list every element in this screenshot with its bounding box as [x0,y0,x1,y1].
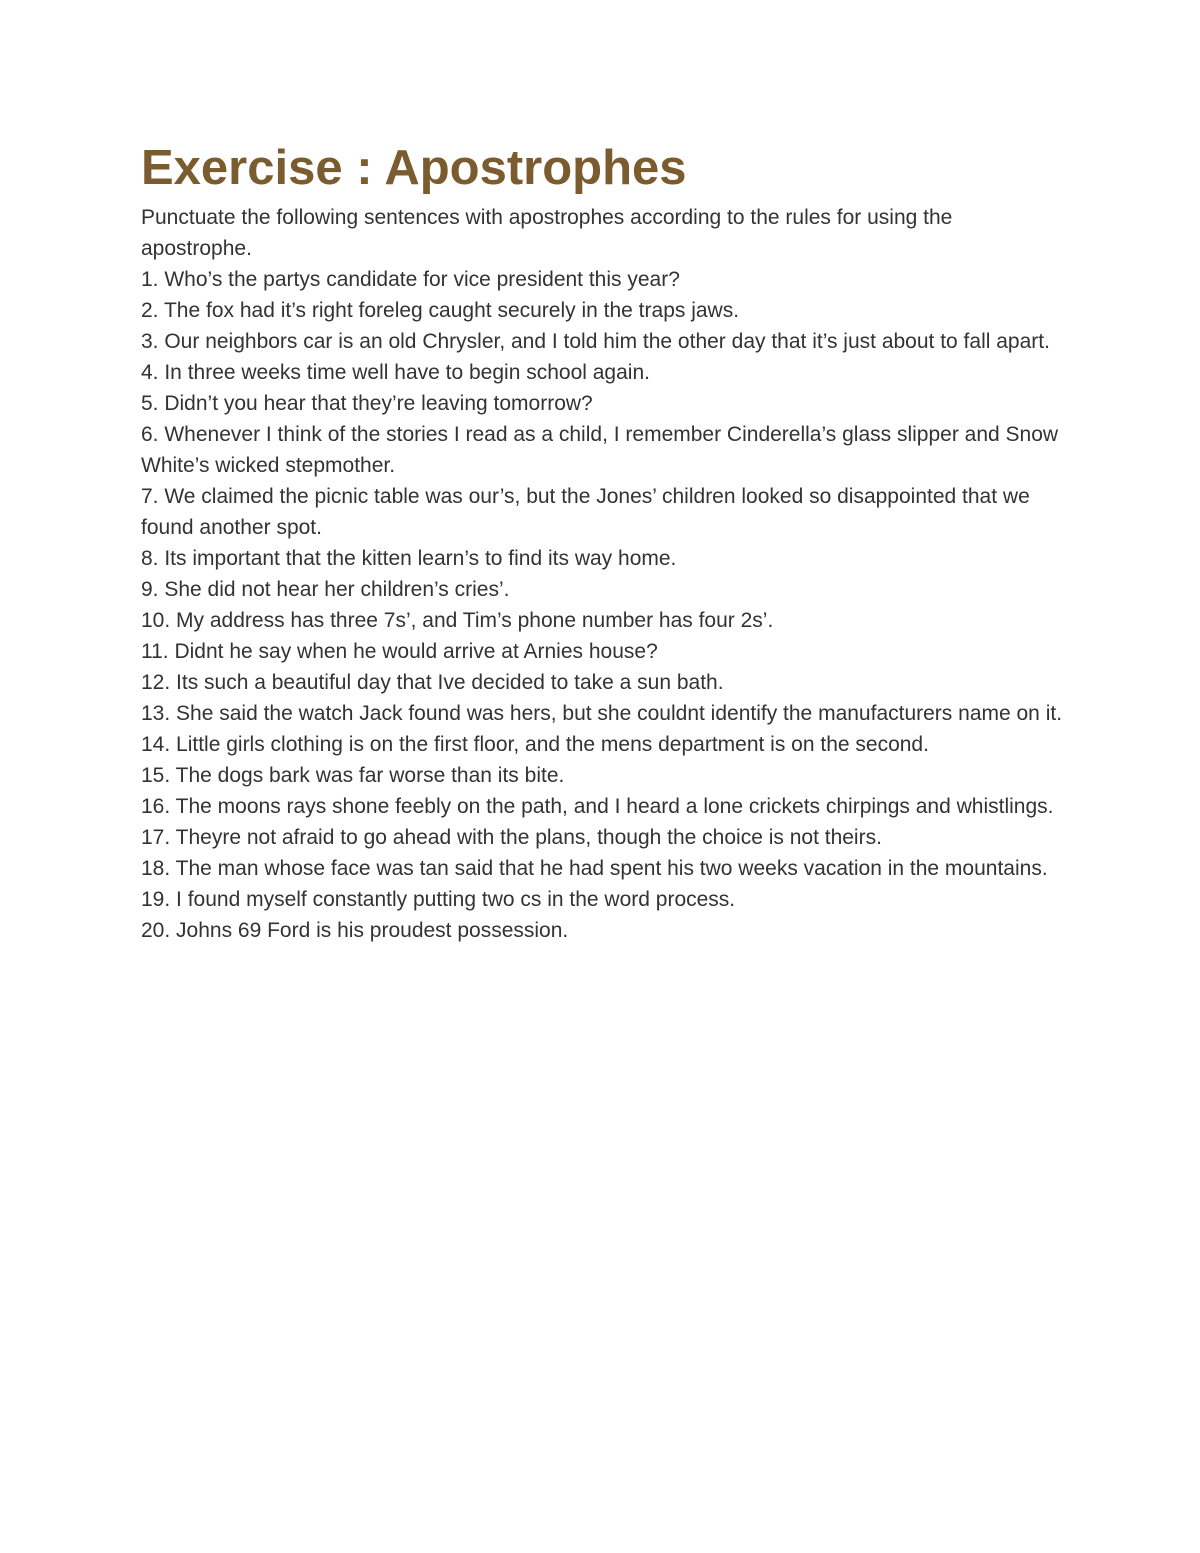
document-body [141,202,1066,946]
exercise-item: 20. Johns 69 Ford is his proudest possession. [141,919,569,942]
exercise-item: 5. Didn’t you hear that they’re leaving tomorrow? [141,392,593,415]
exercise-item: 14. Little girls clothing is on the first floor, and the mens department is on the second. [141,733,929,756]
exercise-item: 16. The moons rays shone feebly on the path, and I heard a lone crickets chirpings and whistlings. [141,795,1054,818]
exercise-item: 13. She said the watch Jack found was hers, but she couldnt identify the manufacturers name on it. [141,702,1063,725]
exercise-item: 1. Who’s the partys candidate for vice president this year? [141,268,680,291]
document-page [141,138,1066,946]
exercise-item: 7. We claimed the picnic table was our’s, but the Jones’ children looked so disappointed that we found another spot. [141,485,1030,539]
exercise-item: 4. In three weeks time well have to begin school again. [141,361,650,384]
exercise-item: 12. Its such a beautiful day that Ive decided to take a sun bath. [141,671,724,694]
page-title: Exercise : Apostrophes [141,141,687,195]
exercise-item: 3. Our neighbors car is an old Chrysler, and I told him the other day that it’s just about to fall apart. [141,330,1050,353]
exercise-item: 6. Whenever I think of the stories I read as a child, I remember Cinderella’s glass slipper and Snow White’s wicked stepmother. [141,423,1059,477]
exercise-item: 19. I found myself constantly putting two cs in the word process. [141,888,736,911]
exercise-item: 8. Its important that the kitten learn’s to find its way home. [141,547,677,570]
exercise-item: 10. My address has three 7s’, and Tim’s phone number has four 2s’. [141,609,774,632]
exercise-item: 18. The man whose face was tan said that he had spent his two weeks vacation in the mountains. [141,857,1048,880]
exercise-item: 2. The fox had it’s right foreleg caught securely in the traps jaws. [141,299,740,322]
exercise-item: 9. She did not hear her children’s cries’. [141,578,510,601]
exercise-item: 11. Didnt he say when he would arrive at Arnies house? [141,640,658,663]
exercise-list [141,264,1066,946]
instructions-text: Punctuate the following sentences with apostrophes according to the rules for using the apostrophe. [141,206,953,260]
exercise-item: 17. Theyre not afraid to go ahead with the plans, though the choice is not theirs. [141,826,882,849]
exercise-item: 15. The dogs bark was far worse than its bite. [141,764,565,787]
